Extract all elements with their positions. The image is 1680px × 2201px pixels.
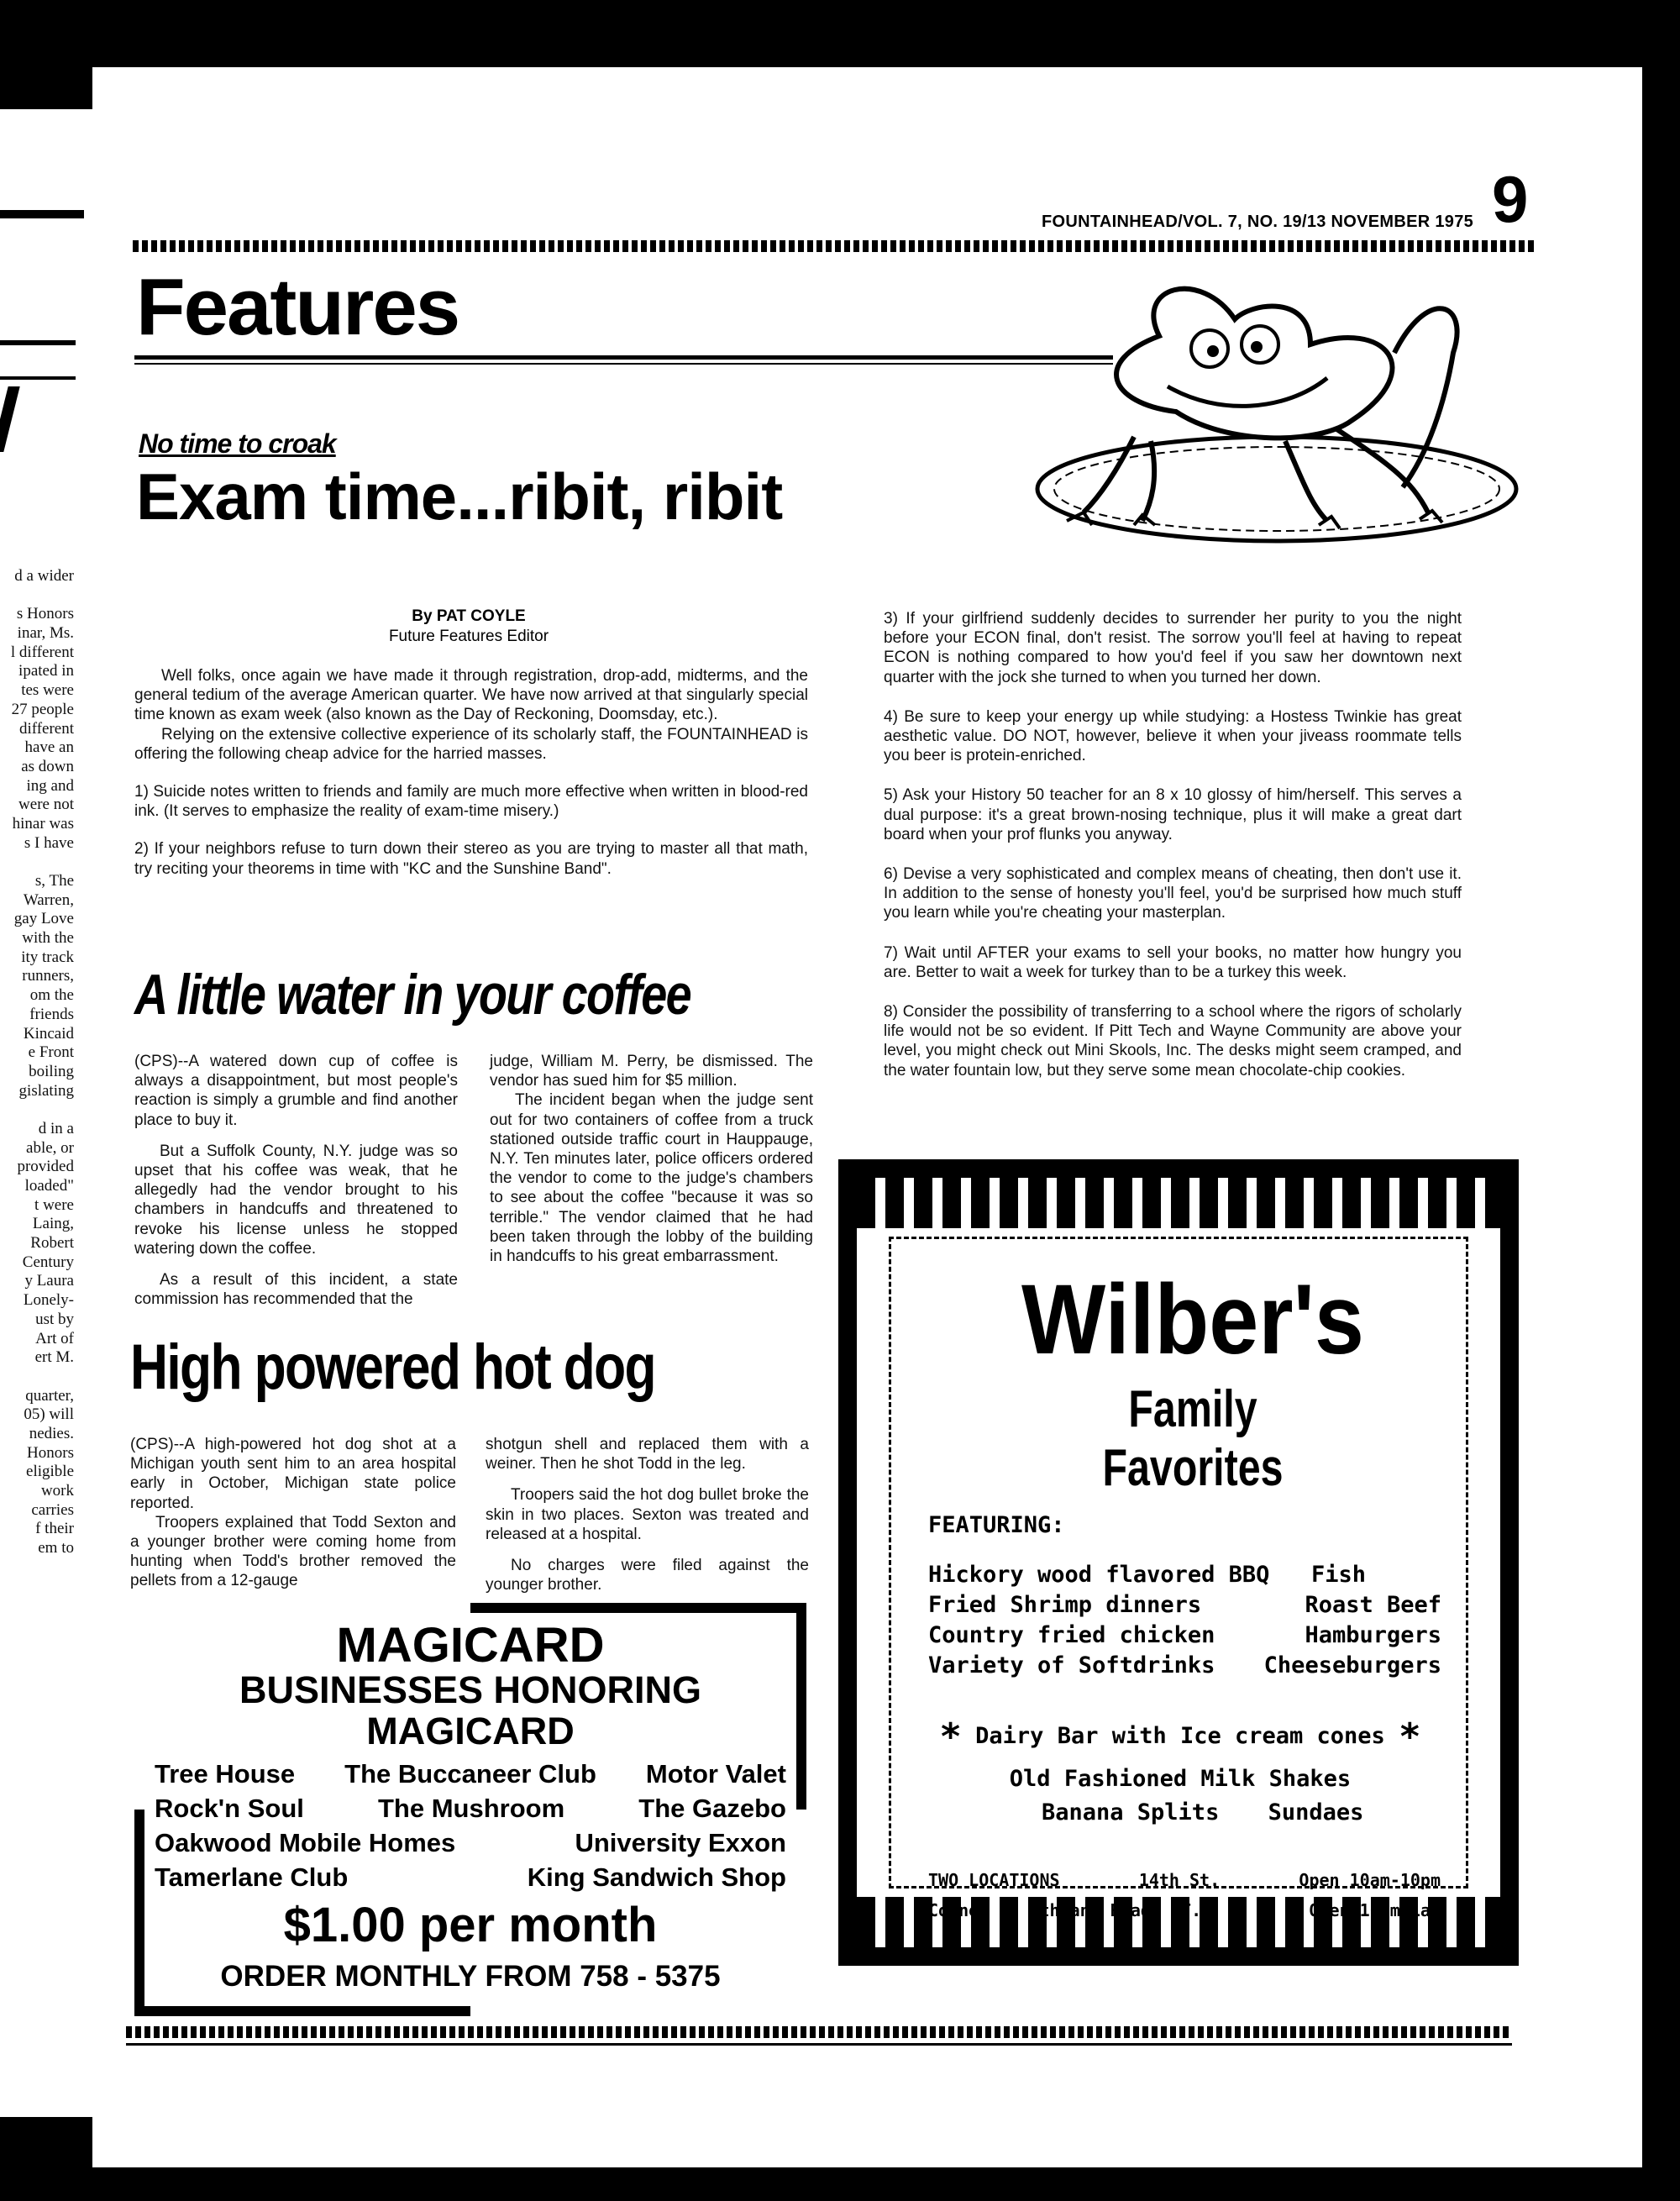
prev-page-text-line: gislating xyxy=(18,1081,74,1100)
prev-page-text-line: Art of xyxy=(35,1329,74,1347)
magicard-order-line: ORDER MONTHLY FROM 758 - 5375 xyxy=(220,1960,721,1994)
coffee-paragraph: As a result of this incident, a state commission has recommended that the xyxy=(134,1271,458,1309)
prev-page-text-line: om the xyxy=(29,986,74,1005)
wilbers-featuring-label: FEATURING: xyxy=(928,1512,1065,1538)
prev-page-text-line: provided xyxy=(17,1158,74,1176)
asterisk-icon: * xyxy=(939,1715,962,1758)
folio-line: FOUNTAINHEAD/VOL. 7, NO. 19/13 NOVEMBER 1975 xyxy=(1042,213,1474,231)
main-right-paragraph: 3) If your girlfriend suddenly decides to surrender her purity to you the night before your ECON final, don't resist. The sorrow you'll feel at having to repeat ECON is nothing compared to how you'd feel if you saw her downtown next quarter with the jock she turned to when you turned her down. xyxy=(884,610,1462,686)
main-left-paragraph: 2) If your neighbors refuse to turn down their stereo as you are trying to master all that math, try reciting your theorems in time with "KC and the Sunshine Band". xyxy=(134,840,808,878)
section-rule xyxy=(134,355,1113,360)
magicard-business-row xyxy=(146,1825,795,1860)
wilbers-dairy-line xyxy=(924,1715,1436,1758)
magicard-business-row xyxy=(146,1860,795,1894)
prev-page-text-line: s, The xyxy=(34,872,74,890)
main-right-paragraph: 4) Be sure to keep your energy up while studying: a Hostess Twinkie has great aesthetic value. DO NOT, however, believe it when your jiveass roommate tells you beer is protein-enriched. xyxy=(884,707,1462,765)
menu-item: Cheeseburgers xyxy=(1263,1652,1441,1678)
location-label: TWO LOCATIONS xyxy=(928,1870,1060,1890)
prev-page-text-line: em to xyxy=(38,1539,74,1558)
main-left-paragraph: Well folks, once again we have made it through registration, drop-add, midterms, and the general tedium of the average American quarter. We have now arrived at that singularly special time known as exam week (also known as the Day of Reckoning, Doomsday, etc.). xyxy=(134,667,808,724)
prev-page-text-line xyxy=(0,853,74,872)
prev-page-text-line: s Honors xyxy=(16,605,74,623)
prev-page-text-line: work xyxy=(40,1482,74,1500)
business-name: The Mushroom xyxy=(378,1794,565,1824)
prev-page-text-line: carries xyxy=(31,1500,74,1519)
prev-page-text-line: Honors xyxy=(27,1443,74,1462)
article-headline: Exam time...ribit, ribit xyxy=(136,460,783,533)
prev-page-text-line: ust by xyxy=(35,1310,74,1328)
magicard-subtitle: BUSINESSES HONORING xyxy=(239,1668,702,1711)
footer-rule xyxy=(126,2043,1512,2046)
magicard-subtitle: MAGICARD xyxy=(366,1709,575,1752)
prev-page-text-column xyxy=(0,567,74,1558)
menu-item: Fish xyxy=(1310,1562,1366,1588)
wilbers-subtitle: Favorites xyxy=(1102,1439,1284,1497)
hotdog-paragraph: (CPS)--A high-powered hot dog shot at a Michigan youth sent him to an area hospital early in October, Michigan state police reported. xyxy=(130,1436,456,1512)
prev-page-text-line: as down xyxy=(21,757,74,775)
hotdog-paragraph: No charges were filed against the younger brother. xyxy=(486,1557,809,1594)
prev-page-text-line: loaded" xyxy=(24,1177,74,1195)
splits-item: Banana Splits xyxy=(1042,1799,1220,1825)
magicard-business-row xyxy=(146,1757,795,1791)
byline-author: By PAT COYLE xyxy=(412,607,526,625)
prev-page-text-line: Robert xyxy=(30,1234,74,1253)
wilbers-shakes-line: Old Fashioned Milk Shakes xyxy=(1009,1766,1352,1792)
hotdog-article-col2 xyxy=(486,1435,809,1594)
main-right-paragraph: 6) Devise a very sophisticated and complex means of cheating, then don't use it. In addition to the sense of honesty you'll feel, you'd be surprised how much stuff you learn while you're cheating your masterplan. xyxy=(884,865,1462,922)
prev-page-text-line: hinar was xyxy=(12,814,74,833)
coffee-article-col1 xyxy=(134,1052,458,1309)
prev-page-text-line: inar, Ms. xyxy=(17,624,74,643)
prev-page-text-line: have an xyxy=(24,738,74,757)
prev-page-text-line: friends xyxy=(29,1005,74,1023)
main-right-paragraph: 7) Wait until AFTER your exams to sell your books, no matter how hungry you are. Better to wait a week for turkey than to be a turkey this week. xyxy=(884,943,1462,981)
prev-page-text-line: ity track xyxy=(21,948,74,966)
business-name: Tree House xyxy=(155,1759,296,1789)
business-name: Tamerlane Club xyxy=(155,1862,349,1893)
location-hours: Open 10am-1am xyxy=(1309,1900,1441,1920)
wilbers-menu-left xyxy=(928,1560,1269,1681)
splits-item: Sundaes xyxy=(1268,1799,1364,1825)
prev-page-letter-fragment xyxy=(0,386,20,452)
main-left-paragraph: Relying on the extensive collective experience of its scholarly staff, the FOUNTAINHEAD is offering the following cheap advice for the harried masses. xyxy=(134,725,808,763)
hotdog-paragraph: Troopers said the hot dog bullet broke the skin in two places. Sexton was treated and released at a hospital. xyxy=(486,1486,809,1543)
prev-page-text-line: s I have xyxy=(24,833,74,852)
prev-page-text-line: gay Love xyxy=(13,910,74,928)
menu-item: Roast Beef xyxy=(1305,1592,1441,1618)
location-place: 14th St. xyxy=(1138,1870,1221,1890)
prev-page-text-line: were not xyxy=(18,796,74,814)
business-name: The Buccaneer Club xyxy=(344,1759,596,1789)
wilbers-advertisement xyxy=(838,1159,1519,1966)
business-name: Motor Valet xyxy=(645,1759,786,1789)
prev-page-text-line: Kincaid xyxy=(23,1024,74,1043)
byline xyxy=(133,607,805,647)
prev-page-text-line: different xyxy=(18,719,74,738)
wilbers-splits-line xyxy=(1042,1799,1363,1825)
prev-page-text-line: t were xyxy=(34,1195,74,1214)
prev-page-text-line: e Front xyxy=(28,1043,74,1062)
hotdog-article-col1 xyxy=(130,1435,456,1591)
wilbers-locations xyxy=(928,1865,1441,1925)
business-name: Rock'n Soul xyxy=(155,1794,304,1824)
prev-page-text-line: Laing, xyxy=(32,1215,74,1233)
coffee-article-col2 xyxy=(490,1052,813,1266)
page-number: 9 xyxy=(1492,162,1529,236)
prev-page-text-line: Lonely- xyxy=(23,1291,74,1310)
prev-page-rule xyxy=(0,376,76,380)
menu-item: Hamburgers xyxy=(1305,1622,1441,1648)
prev-page-text-line: able, or xyxy=(26,1138,74,1157)
asterisk-icon: * xyxy=(1399,1715,1421,1758)
menu-item: Variety of Softdrinks xyxy=(928,1652,1215,1678)
coffee-paragraph: (CPS)--A watered down cup of coffee is always a disappointment, but most people's reaction is simply a grumble and find another place to buy it. xyxy=(134,1053,458,1129)
coffee-article-headline: A little water in your coffee xyxy=(134,963,690,1027)
prev-page-text-line: Warren, xyxy=(23,890,74,909)
hotdog-paragraph: shotgun shell and replaced them with a weiner. Then he shot Todd in the leg. xyxy=(486,1436,809,1473)
wilbers-subtitle: Family xyxy=(1128,1380,1257,1438)
header-wavy-rule xyxy=(133,240,1536,252)
prev-page-text-line xyxy=(0,1368,74,1387)
prev-page-text-line: ert M. xyxy=(34,1348,74,1367)
footer-wavy-rule xyxy=(126,2026,1512,2038)
frog-on-lilypad-illustration xyxy=(1033,269,1529,554)
menu-item: Country fried chicken xyxy=(928,1622,1215,1648)
business-name: The Gazebo xyxy=(638,1794,786,1824)
main-article-left-column xyxy=(134,666,808,879)
prev-page-rule xyxy=(0,340,76,345)
prev-page-text-line: y Laura xyxy=(24,1272,74,1290)
prev-page-text-line: eligible xyxy=(26,1463,74,1481)
magicard-title: MAGICARD xyxy=(336,1618,605,1673)
prev-page-text-line: d a wider xyxy=(14,567,74,585)
prev-page-text-line: ing and xyxy=(26,776,74,795)
article-kicker: No time to croak xyxy=(139,428,336,459)
dairy-text: Dairy Bar with Ice cream cones xyxy=(975,1723,1385,1749)
menu-item: Hickory wood flavored BBQ xyxy=(928,1562,1270,1588)
prev-page-text-line: l different xyxy=(10,643,74,661)
location-row xyxy=(928,1895,1441,1925)
hotdog-paragraph: Troopers explained that Todd Sexton and a younger brother were coming home from hunting when Todd's brother removed the pellets from a 12-gauge xyxy=(130,1513,456,1590)
main-article-right-column xyxy=(884,609,1462,1080)
business-name: King Sandwich Shop xyxy=(527,1862,786,1893)
main-right-paragraph: 5) Ask your History 50 teacher for an 8 x 10 glossy of him/herself. This serves a dual purpose: it's a great brown-nosing technique, plus it will make a great dart board when your prof flunks you anyway. xyxy=(884,786,1462,843)
location-hours: Open 10am-10pm xyxy=(1299,1870,1441,1890)
wilbers-menu-right xyxy=(1264,1560,1441,1681)
prev-page-text-line: runners, xyxy=(22,967,74,985)
magicard-price: $1.00 per month xyxy=(283,1898,658,1953)
prev-page-text-line xyxy=(0,1100,74,1120)
prev-page-text-line: nedies. xyxy=(29,1424,74,1442)
byline-title: Future Features Editor xyxy=(388,628,549,645)
business-name: Oakwood Mobile Homes xyxy=(155,1828,456,1858)
prev-page-text-line: ipated in xyxy=(18,662,74,680)
prev-page-text-line: 05) will xyxy=(24,1405,74,1424)
prev-page-text-line: boiling xyxy=(29,1062,74,1080)
coffee-paragraph: judge, William M. Perry, be dismissed. The vendor has sued him for $5 million. xyxy=(490,1053,813,1090)
hotdog-article-headline: High powered hot dog xyxy=(130,1332,655,1403)
coffee-paragraph: The incident began when the judge sent out for two containers of coffee from a truck stationed outside traffic court in Hauppauge, N.Y. Ten minutes later, police officers ordered the vendor to come to the judge's chambers to see about the coffee "because it was so terrible." The vendor claimed that he had been taken through the lobby of the building in handcuffs to his great embarrassment. xyxy=(490,1091,813,1266)
main-left-paragraph: 1) Suicide notes written to friends and family are much more effective when written in blood-red ink. (It serves to emphasize the reality of exam-time misery.) xyxy=(134,783,808,821)
main-right-paragraph: 8) Consider the possibility of transferring to a school where the rigors of scholarly life would not be so evident. If Pitt Tech and Wayne Community are above your level, you might check out Mini Skools, Inc. The desks might seem cramped, and the water fountain low, but they serve some mean chocolate-chip cookies. xyxy=(884,1003,1462,1079)
prev-page-text-line: with the xyxy=(22,929,74,948)
section-rule xyxy=(134,363,1113,365)
prev-page-rule xyxy=(0,210,84,218)
prev-page-text-line: 27 people xyxy=(11,700,74,718)
prev-page-text-line xyxy=(0,586,74,606)
location-place: Corner of 5th and Reade ST. xyxy=(928,1900,1202,1920)
wilbers-title: Wilber's xyxy=(1021,1264,1364,1375)
prev-page-text-line: Century xyxy=(22,1253,74,1271)
magicard-advertisement xyxy=(134,1603,806,2016)
coffee-paragraph: But a Suffolk County, N.Y. judge was so upset that his coffee was weak, that he allegedly had the vendor brought to his chambers in handcuffs and threatened to revoke his license unless he stopped watering down the coffee. xyxy=(134,1142,458,1258)
prev-page-text-line: tes were xyxy=(21,681,74,700)
prev-page-text-line: quarter, xyxy=(25,1386,74,1405)
wilbers-top-ornament xyxy=(857,1178,1500,1228)
section-title: Features xyxy=(136,262,459,352)
business-name: University Exxon xyxy=(575,1828,786,1858)
magicard-business-row xyxy=(146,1791,795,1825)
menu-item: Fried Shrimp dinners xyxy=(928,1592,1202,1618)
prev-page-text-line: d in a xyxy=(38,1119,74,1137)
location-row xyxy=(928,1865,1441,1895)
prev-page-text-line: f their xyxy=(35,1520,74,1538)
